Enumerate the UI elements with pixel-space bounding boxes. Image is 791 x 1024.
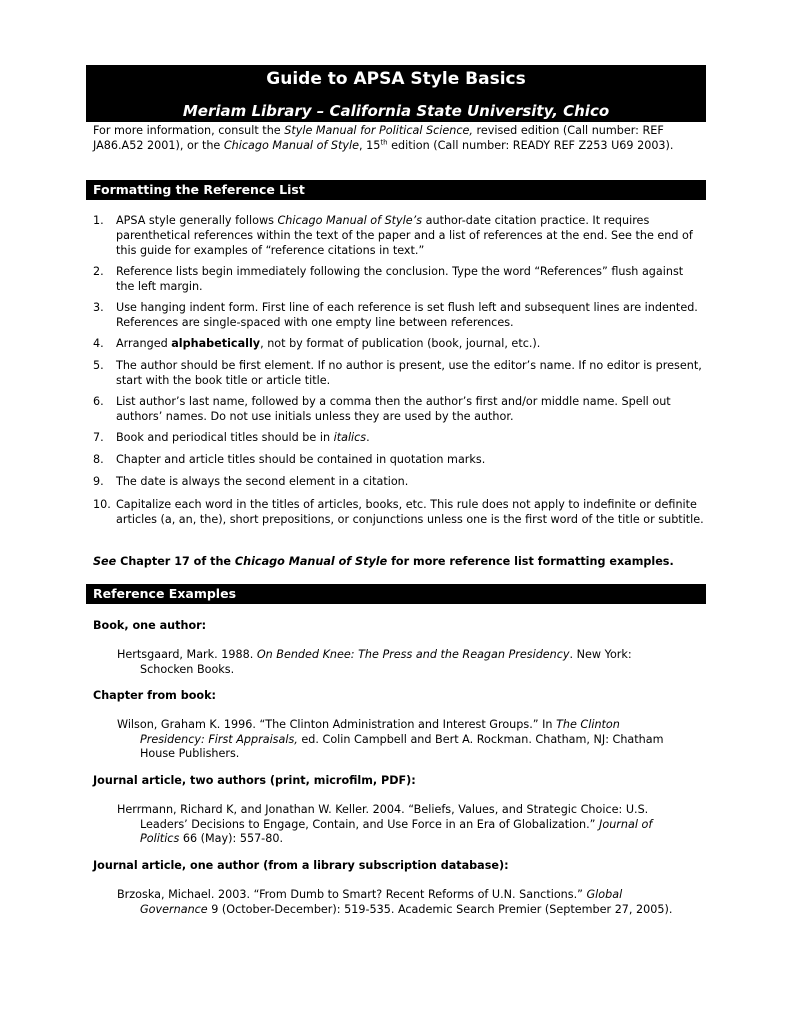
list-text-part: List author’s last name, followed by a comma then the author’s first and/or middle name. Spell out authors’ names. Do not use initials unless they are used by the author.	[116, 395, 671, 423]
list-number: 8.	[93, 453, 104, 466]
reference-entry-journal-two-authors	[117, 803, 685, 847]
ref-title-italic: Global Governance	[140, 888, 623, 916]
list-text	[116, 474, 705, 489]
list-text-part: APSA style generally follows	[116, 214, 278, 227]
reference-entry-journal-database	[117, 888, 685, 917]
list-text	[116, 213, 705, 258]
list-text-part: Reference lists begin immediately following the conclusion. Type the word “References” flush against the left margin.	[116, 265, 684, 293]
list-text-part: Arranged	[116, 337, 172, 350]
example-heading-chapter: Chapter from book:	[93, 689, 216, 702]
intro-title-style-manual: Style Manual for Political Science,	[284, 124, 473, 137]
ref-title-italic: The Clinton Presidency: First Appraisals,	[140, 718, 620, 746]
ref-title-italic: Journal of Politics	[140, 817, 653, 845]
section-heading-formatting: Formatting the Reference List	[86, 180, 706, 200]
list-number: 4.	[93, 337, 104, 350]
list-text	[116, 358, 705, 388]
list-text	[116, 497, 705, 527]
list-text	[116, 264, 705, 294]
list-text-part: Chapter and article titles should be contained in quotation marks.	[116, 453, 486, 466]
list-text-italic: italics	[333, 431, 367, 444]
ref-text: . New York: Schocken Books.	[140, 648, 632, 676]
intro-text-4: edition (Call number: READY REF Z253 U69 2003).	[387, 139, 674, 152]
document-subtitle: Meriam Library – California State University, Chico	[182, 102, 610, 120]
title-banner	[86, 65, 706, 122]
example-heading-journal-two-authors: Journal article, two authors (print, microfilm, PDF):	[93, 774, 416, 787]
example-heading-journal-database: Journal article, one author (from a library subscription database):	[93, 859, 509, 872]
list-text-part: .	[366, 431, 370, 444]
ref-text: 9 (October-December): 519-535. Academic Search Premier (September 27, 2005).	[207, 902, 673, 916]
reference-entry-book	[117, 648, 685, 677]
see-italic: See	[93, 555, 117, 568]
ref-text: 66 (May): 557-80.	[179, 832, 284, 845]
ref-text: ed. Colin Campbell and Bert A. Rockman. Chatham, NJ: Chatham House Publishers.	[140, 732, 664, 760]
section-heading-examples: Reference Examples	[86, 584, 706, 604]
intro-text-2: revised edition (Call number: REF JA86.A52 2001), or the	[93, 124, 664, 152]
list-text-italic: Chicago Manual of Style’s	[277, 214, 423, 227]
intro-paragraph	[93, 123, 705, 153]
list-text-part: , not by format of publication (book, journal, etc.).	[260, 337, 541, 350]
intro-text-1: For more information, consult the	[93, 124, 285, 137]
list-number: 3.	[93, 301, 104, 314]
see-text: Chapter 17 of the	[116, 555, 235, 568]
list-number: 1.	[93, 214, 104, 227]
intro-title-chicago-manual: Chicago Manual of Style	[223, 139, 360, 152]
list-number: 5.	[93, 359, 104, 372]
list-number: 6.	[93, 395, 104, 408]
ref-text: Brzoska, Michael. 2003. “From Dumb to Smart? Recent Reforms of U.N. Sanctions.”	[117, 888, 587, 901]
ref-title-italic: On Bended Knee: The Press and the Reagan Presidency	[256, 648, 570, 661]
list-text-part: The author should be first element. If no author is present, use the editor’s name. If no editor is present, start with the book title or article title.	[116, 359, 702, 387]
see-title-italic: Chicago Manual of Style	[234, 555, 388, 568]
example-heading-book: Book, one author:	[93, 619, 207, 632]
list-number: 2.	[93, 265, 104, 278]
list-number: 7.	[93, 431, 104, 444]
intro-superscript: th	[380, 138, 388, 147]
list-text	[116, 394, 705, 424]
list-text-part: author-date citation practice. It requires parenthetical references within the text of the paper and a list of references at the end. See the end of this guide for examples of “reference citations in text.”	[116, 214, 693, 257]
ref-text: Hertsgaard, Mark. 1988.	[117, 648, 257, 661]
list-text	[116, 336, 705, 351]
ref-text: Wilson, Graham K. 1996. “The Clinton Administration and Interest Groups.” In	[117, 718, 557, 731]
list-text-bold: alphabetically	[171, 337, 261, 350]
list-number: 10.	[93, 498, 111, 511]
reference-entry-chapter	[117, 718, 685, 762]
see-chapter-note	[93, 554, 705, 569]
list-text-part: Capitalize each word in the titles of articles, books, etc. This rule does not apply to indefinite or definite articles (a, an, the), short prepositions, or conjunctions unless one is the first word of the title or subtitle.	[116, 498, 704, 526]
see-text: for more reference list formatting examples.	[387, 555, 674, 568]
intro-text-3: , 15	[359, 139, 381, 152]
ref-text: Herrmann, Richard K, and Jonathan W. Keller. 2004. “Beliefs, Values, and Strategic Choice: U.S. Leaders’ Decisions to Engage, Contain, and Use Force in an Era of Globalization.”	[117, 803, 649, 831]
list-text	[116, 452, 705, 467]
list-text-part: Use hanging indent form. First line of each reference is set flush left and subsequent lines are indented. References are single-spaced with one empty line between references.	[116, 301, 698, 329]
list-text-part: The date is always the second element in a citation.	[116, 475, 409, 488]
list-text-part: Book and periodical titles should be in	[116, 431, 334, 444]
document-title: Guide to APSA Style Basics	[266, 69, 526, 89]
list-number: 9.	[93, 475, 104, 488]
list-text	[116, 300, 705, 330]
list-text	[116, 430, 705, 445]
